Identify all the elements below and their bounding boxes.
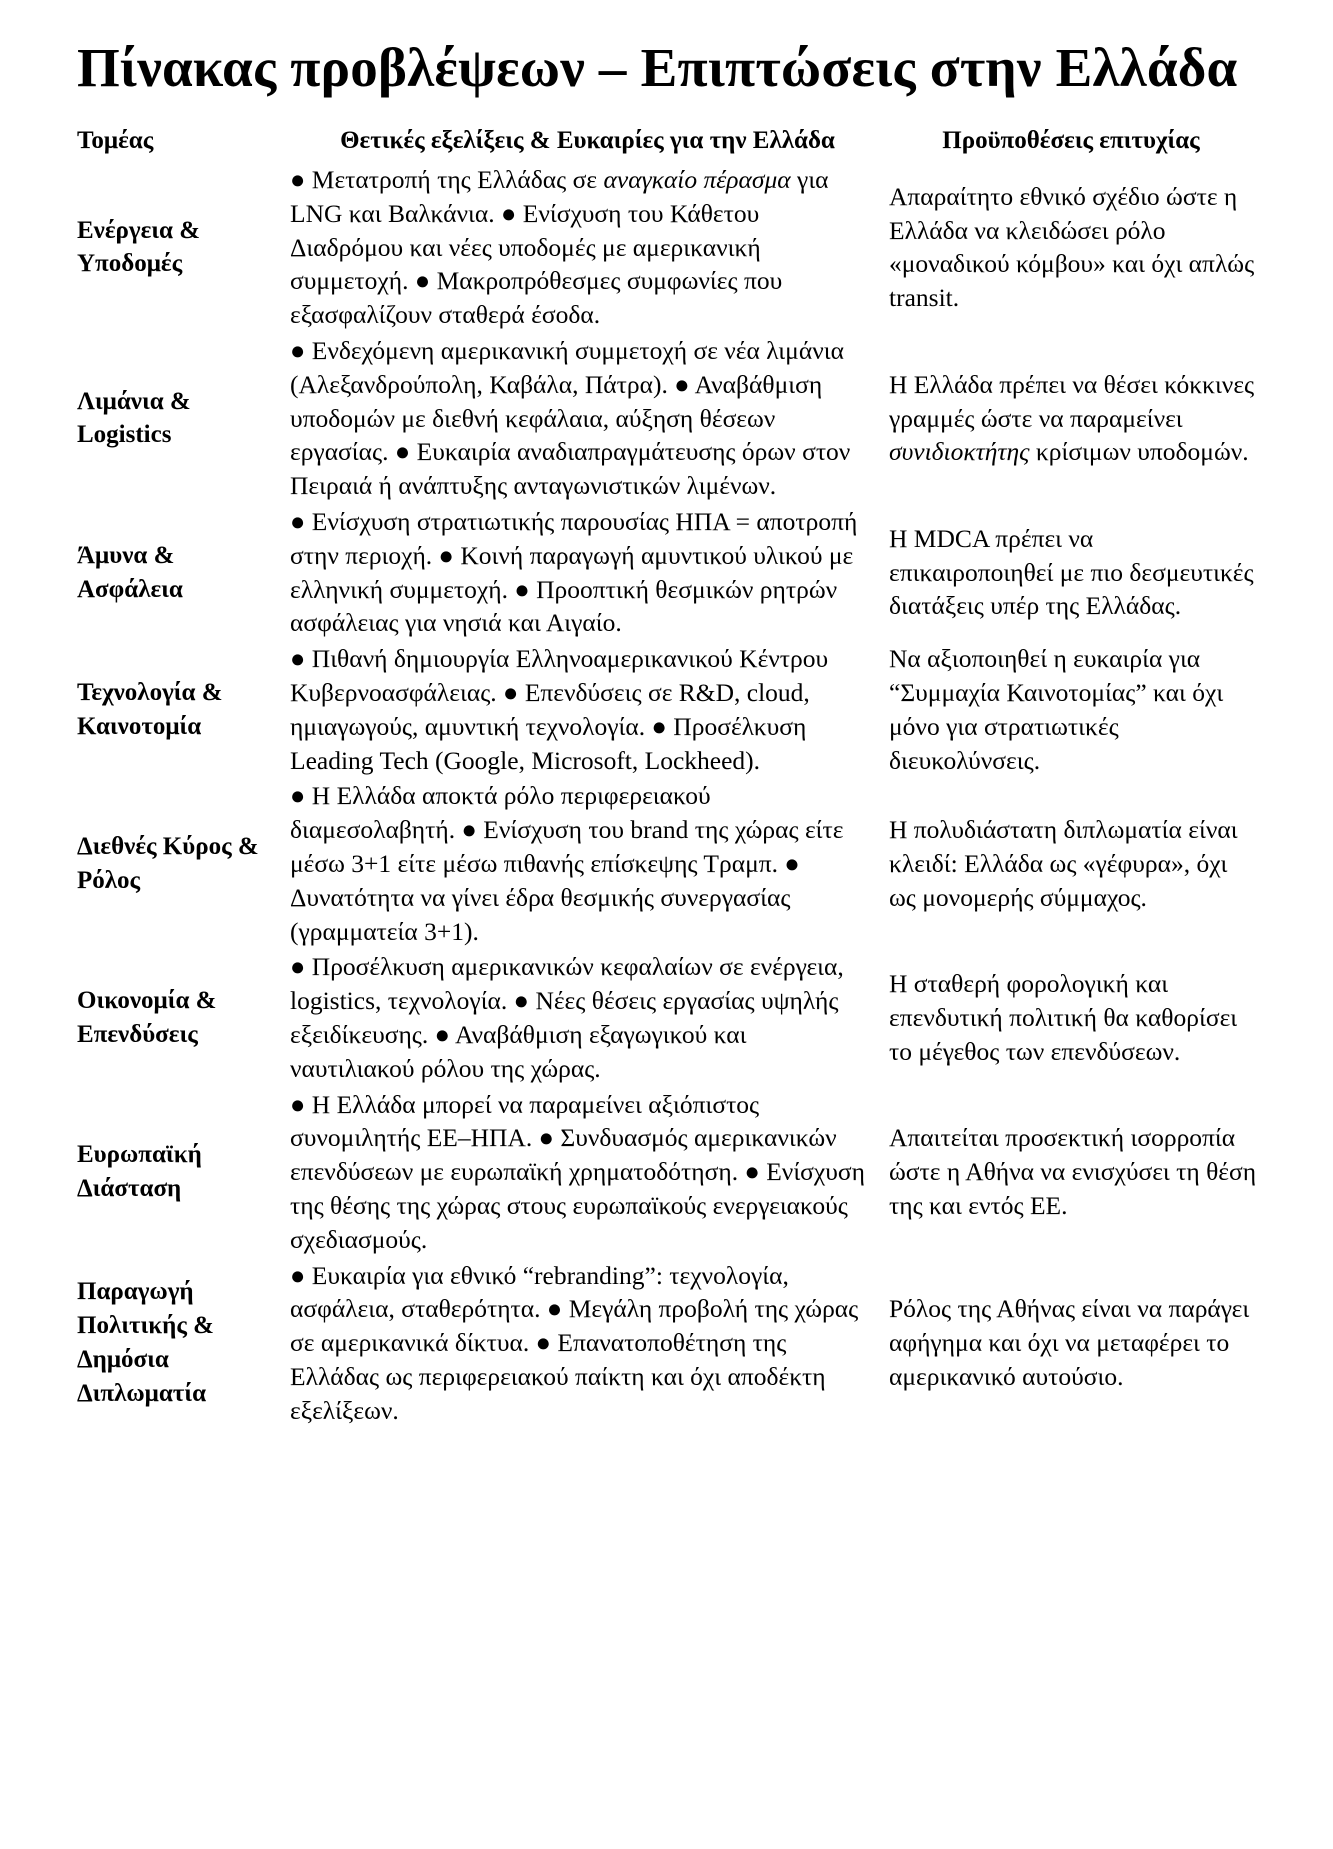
table-header-row xyxy=(77,124,1257,163)
conditions-text: Να αξιοποιηθεί η ευκαιρία για “Συμμαχία Καινοτομίας” και όχι μόνο για στρατιωτικές διευκολύνσεις. xyxy=(889,644,1224,775)
table-row xyxy=(77,779,1257,950)
opportunities-cell xyxy=(290,505,885,642)
opportunities-text-continued: για LNG και Βαλκάνια. ● Ενίσχυση του Κάθετου Διαδρόμου και νέες υποδομές με αμερικανική συμμετοχή. ● Μακροπρόθεσμες συμφωνίες που εξασφαλίζουν σταθερά έσοδα. xyxy=(290,165,829,330)
conditions-cell xyxy=(885,1259,1257,1430)
conditions-cell xyxy=(885,505,1257,642)
opportunities-text: ● Ευκαιρία για εθνικό “rebranding”: τεχνολογία, ασφάλεια, σταθερότητα. ● Μεγάλη προβολή της χώρας σε αμερικανικά δίκτυα. ● Επανατοποθέτηση της Ελλάδας ως περιφερειακού παίκτη και όχι αποδέκτη εξελίξεων. xyxy=(290,1260,859,1425)
conditions-cell xyxy=(885,779,1257,950)
conditions-text-continued: κρίσιμων υποδομών. xyxy=(1029,437,1249,467)
conditions-cell xyxy=(885,1088,1257,1259)
opportunities-text: ● Πιθανή δημιουργία Ελληνοαμερικανικού Κέντρου Κυβερνοασφάλειας. ● Επενδύσεις σε R&D, cloud, ημιαγωγούς, αμυντική τεχνολογία. ● Προσέλκυση Leading Tech (Google, Microsoft, Lockheed). xyxy=(290,644,829,775)
table-row xyxy=(77,1088,1257,1259)
opportunities-cell xyxy=(290,334,885,505)
table-row xyxy=(77,163,1257,334)
conditions-cell xyxy=(885,950,1257,1087)
opportunities-text: ● Ενδεχόμενη αμερικανική συμμετοχή σε νέα λιμάνια (Αλεξανδρούπολη, Καβάλα, Πάτρα). ● Αναβάθμιση υποδομών με διεθνή κεφάλαια, αύξηση θέσεων εργασίας. ● Ευκαιρία αναδιαπραγμάτευσης όρων στον Πειραιά ή ανάπτυξης ανταγωνιστικών λιμένων. xyxy=(290,335,851,501)
sector-cell: Διεθνές Κύρος & Ρόλος xyxy=(77,833,259,894)
header-opportunities: Θετικές εξελίξεις & Ευκαιρίες για την Ελλάδα xyxy=(340,127,835,154)
conditions-cell xyxy=(885,334,1257,505)
forecast-table xyxy=(77,124,1257,1429)
header-sector: Τομέας xyxy=(77,127,154,154)
sector-cell: Άμυνα & Ασφάλεια xyxy=(77,541,183,603)
opportunities-cell xyxy=(290,950,885,1087)
conditions-emphasis: συνιδιοκτήτης xyxy=(889,437,1030,467)
opportunities-cell xyxy=(290,1259,885,1430)
conditions-cell xyxy=(885,642,1257,779)
table-row xyxy=(77,334,1257,505)
opportunities-text: ● Η Ελλάδα αποκτά ρόλο περιφερειακού διαμεσολαβητή. ● Ενίσχυση του brand της χώρας είτε μέσω 3+1 είτε μέσω πιθανής επίσκεψης Τραμπ. ● Δυνατότητα να γίνει έδρα θεσμικής συνεργασίας (γραμματεία 3+1). xyxy=(290,781,844,946)
opportunities-cell xyxy=(290,779,885,950)
conditions-text: Ρόλος της Αθήνας είναι να παράγει αφήγημα και όχι να μεταφέρει το αμερικανικό αυτούσιο. xyxy=(889,1294,1250,1391)
sector-cell: Ενέργεια & Υποδομές xyxy=(77,216,201,278)
conditions-cell xyxy=(885,163,1257,334)
sector-cell: Τεχνολογία & Καινοτομία xyxy=(77,678,223,740)
conditions-text: Απαραίτητο εθνικό σχέδιο ώστε η Ελλάδα να κλειδώσει ρόλο «μοναδικού κόμβου» και όχι απλώς transit. xyxy=(889,181,1255,313)
conditions-text: Η Ελλάδα πρέπει να θέσει κόκκινες γραμμές ώστε να παραμείνει xyxy=(889,369,1255,433)
conditions-text: Η σταθερή φορολογική και επενδυτική πολιτική θα καθορίσει το μέγεθος των επενδύσεων. xyxy=(889,969,1238,1066)
sector-cell: Οικονομία & Επενδύσεις xyxy=(77,987,217,1048)
conditions-text: Απαιτείται προσεκτική ισορροπία ώστε η Αθήνα να ενισχύσει τη θέση της και εντός ΕΕ. xyxy=(889,1123,1257,1220)
opportunities-text: ● Μετατροπή της Ελλάδας σε xyxy=(290,165,604,194)
sector-cell: Λιμάνια & Logistics xyxy=(77,387,191,449)
opportunities-emphasis: αναγκαίο πέρασμα xyxy=(603,165,791,194)
sector-cell: Ευρωπαϊκή Διάσταση xyxy=(77,1141,202,1202)
opportunities-cell xyxy=(290,163,885,334)
table-row xyxy=(77,950,1257,1087)
table-row xyxy=(77,1259,1257,1430)
document-page xyxy=(77,36,1257,1429)
page-title: Πίνακας προβλέψεων – Επιπτώσεις στην Ελλάδα xyxy=(77,37,1238,98)
opportunities-text: ● Προσέλκυση αμερικανικών κεφαλαίων σε ενέργεια, logistics, τεχνολογία. ● Νέες θέσεις εργασίας υψηλής εξειδίκευσης. ● Αναβάθμιση εξαγωγικού και ναυτιλιακού ρόλου της χώρας. xyxy=(290,952,844,1083)
header-conditions: Προϋποθέσεις επιτυχίας xyxy=(942,127,1200,154)
opportunities-text: ● Η Ελλάδα μπορεί να παραμείνει αξιόπιστος συνομιλητής ΕΕ–ΗΠΑ. ● Συνδυασμός αμερικανικών επενδύσεων με ευρωπαϊκή χρηματοδότηση. ● Ενίσχυση της θέσης της χώρας στους ευρωπαϊκούς ενεργειακούς σχεδιασμούς. xyxy=(290,1089,865,1254)
conditions-text: Η MDCA πρέπει να επικαιροποιηθεί με πιο δεσμευτικές διατάξεις υπέρ της Ελλάδας. xyxy=(889,523,1254,621)
opportunities-text: ● Ενίσχυση στρατιωτικής παρουσίας ΗΠΑ = αποτροπή στην περιοχή. ● Κοινή παραγωγή αμυντικού υλικού με ελληνική συμμετοχή. ● Προοπτική θεσμικών ρητρών ασφάλειας για νησιά και Αιγαίο. xyxy=(290,506,858,638)
sector-cell: Παραγωγή Πολιτικής & Δημόσια Διπλωματία xyxy=(77,1278,214,1407)
conditions-text: Η πολυδιάστατη διπλωματία είναι κλειδί: Ελλάδα ως «γέφυρα», όχι ως μονομερής σύμμαχος. xyxy=(889,815,1238,912)
table-row xyxy=(77,642,1257,779)
table-row xyxy=(77,505,1257,642)
opportunities-cell xyxy=(290,1088,885,1259)
opportunities-cell xyxy=(290,642,885,779)
